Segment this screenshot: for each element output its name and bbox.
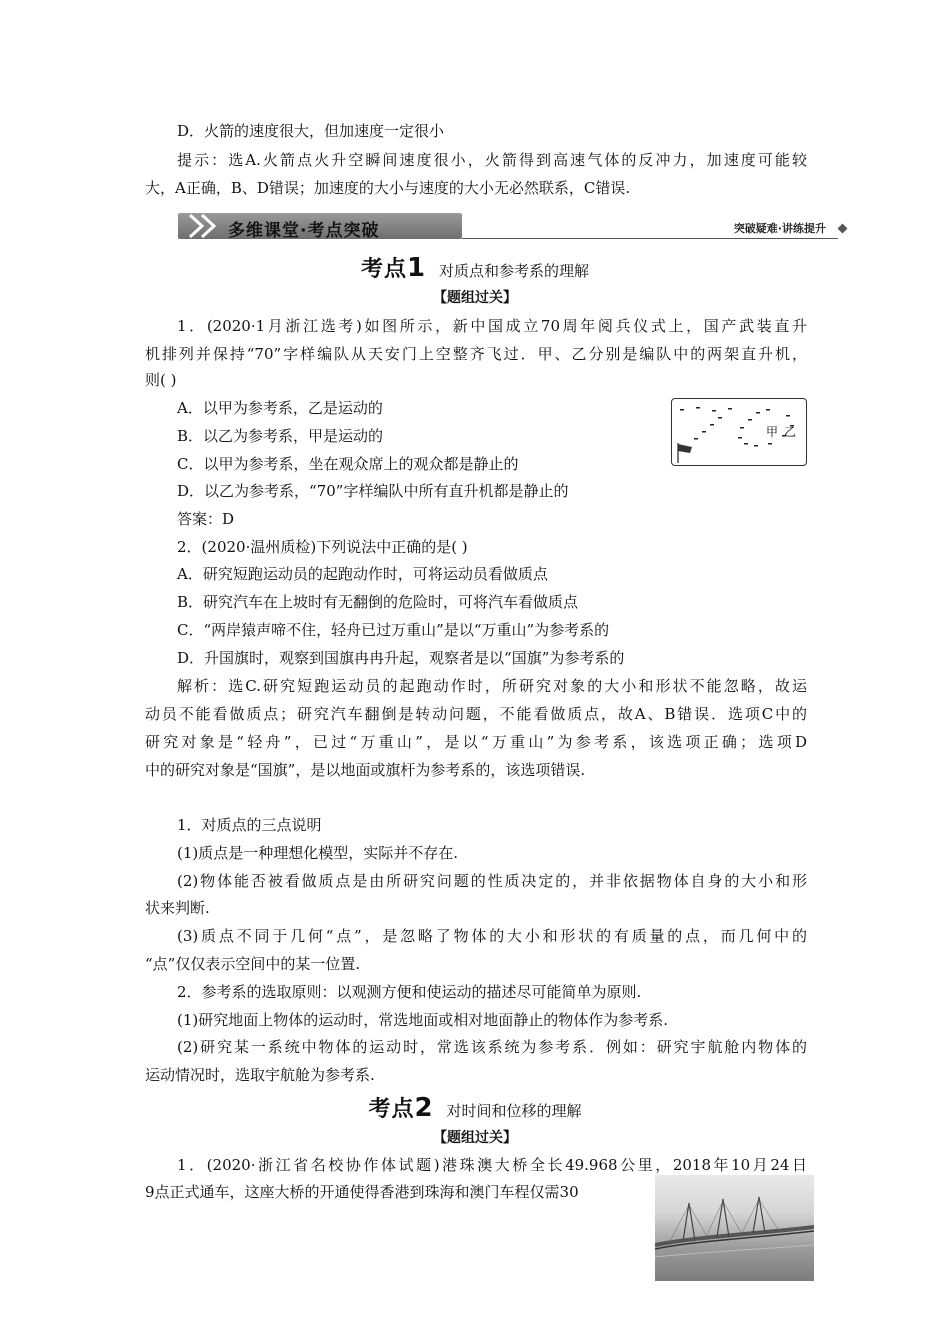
bridge-photo (655, 1175, 814, 1281)
q2-explanation-line-3: 研究对象是“轻舟”，已过“万重山”，是以“万重山”为参考系，该选项正确；选项D (145, 733, 807, 751)
notes-item-2-line-1: (2)物体能否被看做质点是由所研究问题的性质决定的，并非依据物体自身的大小和形 (177, 872, 807, 890)
notes-item-2-line-2: 状来判断. (145, 899, 210, 917)
section-banner (178, 211, 848, 241)
double-chevron-icon (184, 213, 232, 239)
diamond-icon (838, 224, 848, 234)
q2-option-d: D．升国旗时，观察到国旗冉冉升起，观察者是以“国旗”为参考系的 (177, 649, 625, 667)
bridge-drawing (655, 1175, 814, 1281)
q1-option-b: B．以乙为参考系，甲是运动的 (177, 427, 384, 445)
q2-option-b: B．研究汽车在上坡时有无翻倒的危险时，可将汽车看做质点 (177, 593, 579, 611)
kaodian-number: 2 (414, 1093, 433, 1123)
kaodian-subtitle: 对时间和位移的理解 (446, 1102, 582, 1120)
q2-option-c: C．“两岸猿声啼不住，轻舟已过万重山”是以“万重山”为参考系的 (177, 621, 610, 639)
notes-item-3-line-2: “点”仅仅表示空间中的某一位置. (145, 955, 361, 973)
q3-stem-line-1: 1．(2020·浙江省名校协作体试题)港珠澳大桥全长49.968公里，2018年10月24日 (177, 1156, 807, 1174)
kaodian-1-heading (0, 252, 950, 283)
banner-background (178, 213, 462, 239)
q1-stem-line-2: 机排列并保持“70”字样编队从天安门上空整齐飞过．甲、乙分别是编队中的两架直升机， (145, 345, 807, 363)
kaodian-label: 考点 (360, 257, 407, 282)
q1-option-a: A．以甲为参考系，乙是运动的 (177, 399, 383, 417)
notes-heading-2: 2．参考系的选取原则：以观测方便和使运动的描述尽可能简单为原则. (177, 983, 642, 1001)
q2-option-a: A．研究短跑运动员的起跑动作时，可将运动员看做质点 (177, 565, 548, 583)
q1-option-c: C．以甲为参考系，坐在观众席上的观众都是静止的 (177, 455, 519, 473)
group-heading-1: 【题组过关】 (433, 290, 517, 306)
hint-line-2: 大，A正确，B、D错误；加速度的大小与速度的大小无必然联系，C错误. (145, 179, 631, 197)
q1-option-d: D．以乙为参考系，“70”字样编队中所有直升机都是静止的 (177, 482, 569, 500)
notes-item-5-line-2: 运动情况时，选取宇航舱为参考系. (145, 1066, 375, 1084)
q1-answer: 答案：D (177, 510, 235, 528)
hint-line-1: 提示：选A.火箭点火升空瞬间速度很小，火箭得到高速气体的反冲力，加速度可能较 (177, 151, 807, 169)
helicopter-formation-figure (671, 398, 807, 466)
notes-heading-1: 1．对质点的三点说明 (177, 816, 322, 834)
figure-label-jia: 甲 (766, 425, 779, 439)
banner-right-text: 突破疑难·讲练提升 (733, 222, 826, 235)
q1-stem-line-1: 1．(2020·1月浙江选考)如图所示，新中国成立70周年阅兵仪式上，国产武装直升 (177, 317, 807, 335)
q2-explanation-line-1: 解析：选C.研究短跑运动员的起跑动作时，所研究对象的大小和形状不能忽略，故运 (177, 677, 807, 695)
q2-stem: 2．(2020·温州质检)下列说法中正确的是( ) (177, 538, 468, 556)
option-d-line: D．火箭的速度很大，但加速度一定很小 (177, 122, 445, 140)
banner-rule (462, 238, 838, 239)
banner-title: 多维课堂·考点突破 (228, 221, 380, 241)
q1-stem-line-3: 则( ) (145, 371, 177, 389)
kaodian-subtitle: 对质点和参考系的理解 (439, 262, 590, 280)
group-heading-2: 【题组过关】 (433, 1130, 517, 1146)
notes-item-3-line-1: (3)质点不同于几何“点”，是忽略了物体的大小和形状的有质量的点，而几何中的 (177, 927, 807, 945)
q2-explanation-line-4: 中的研究对象是“国旗”，是以地面或旗杆为参考系的，该选项错误. (145, 761, 586, 779)
kaodian-2-heading (0, 1092, 950, 1123)
q3-stem-line-2: 9点正式通车，这座大桥的开通使得香港到珠海和澳门车程仅需30 (145, 1183, 579, 1201)
kaodian-number: 1 (406, 253, 426, 283)
kaodian-label: 考点 (368, 1097, 415, 1122)
notes-item-4: (1)研究地面上物体的运动时，常选地面或相对地面静止的物体作为参考系. (177, 1011, 669, 1029)
q2-explanation-line-2: 动员不能看做质点；研究汽车翻倒是转动问题，不能看做质点，故A、B错误．选项C中的 (145, 705, 807, 723)
notes-item-5-line-1: (2)研究某一系统中物体的运动时，常选该系统为参考系．例如：研究宇航舱内物体的 (177, 1038, 807, 1056)
figure-label-yi: 乙 (784, 425, 797, 439)
flag-icon (678, 443, 692, 463)
notes-item-1: (1)质点是一种理想化模型，实际并不存在. (177, 844, 459, 862)
